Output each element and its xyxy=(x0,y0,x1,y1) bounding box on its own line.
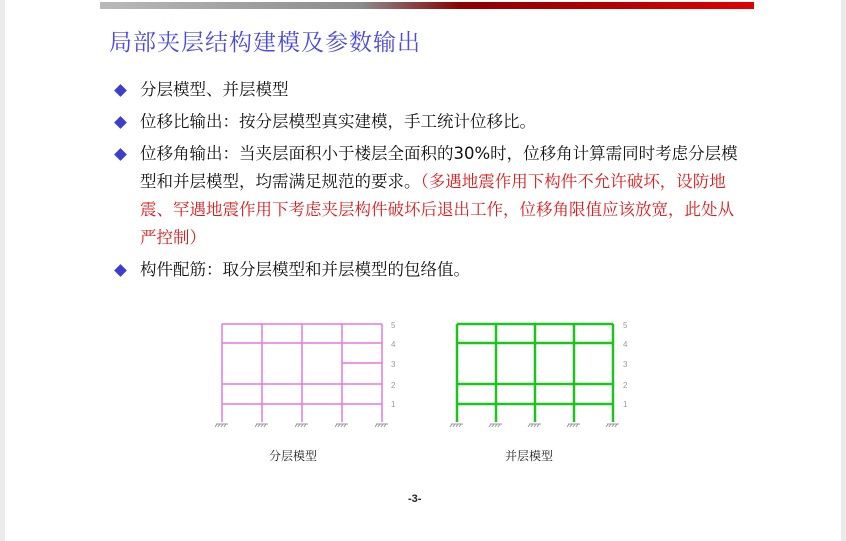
floor-label: 2 xyxy=(623,381,628,390)
frame-lines xyxy=(222,324,382,422)
bullet-text: 位移角输出：当夹层面积小于楼层全面积的30%时，位移角计算需同时考虑分层模型和并层模型，均需满足规范的要求。 xyxy=(140,144,738,191)
floor-label: 2 xyxy=(391,381,396,390)
merged-model-caption: 并层模型 xyxy=(505,449,554,463)
floor-label: 1 xyxy=(623,400,628,409)
diamond-bullet-icon xyxy=(114,264,127,277)
diamond-bullet-icon xyxy=(114,148,127,161)
diamond-bullet-icon xyxy=(114,116,127,129)
floor-label: 1 xyxy=(391,400,396,409)
bullet-emphasis-text: （多遇地震作用下构件不允许破坏，设防地震、罕遇地震作用下考虑夹层构件破坏后退出工作，位移角限值应该放宽，此处从严控制） xyxy=(140,172,734,247)
floor-label: 4 xyxy=(623,340,628,349)
page-number: -3- xyxy=(408,493,422,505)
header-bar xyxy=(100,2,754,9)
frame-lines xyxy=(457,324,613,422)
floor-label: 5 xyxy=(391,321,396,330)
merged-model-frame-diagram xyxy=(445,318,635,433)
bullet-item xyxy=(109,108,749,136)
floor-label: 3 xyxy=(391,360,396,369)
floor-label: 5 xyxy=(623,321,628,330)
bullet-item xyxy=(109,76,749,104)
layered-model-caption: 分层模型 xyxy=(269,449,318,463)
floor-label: 4 xyxy=(391,340,396,349)
bullet-item xyxy=(109,140,749,252)
bullet-list xyxy=(109,76,749,284)
bullet-item xyxy=(109,256,749,284)
slide-title: 局部夹层结构建模及参数输出 xyxy=(109,30,421,56)
slide xyxy=(5,0,841,541)
bullet-text: 分层模型、并层模型 xyxy=(140,80,289,99)
bullet-text: 位移比输出：按分层模型真实建模，手工统计位移比。 xyxy=(140,112,536,131)
ground-supports xyxy=(450,424,619,427)
floor-label: 3 xyxy=(623,360,628,369)
bullet-text: 构件配筋：取分层模型和并层模型的包络值。 xyxy=(140,260,470,279)
layered-model-frame-diagram xyxy=(210,318,400,433)
diamond-bullet-icon xyxy=(114,84,127,97)
ground-supports xyxy=(215,424,388,427)
